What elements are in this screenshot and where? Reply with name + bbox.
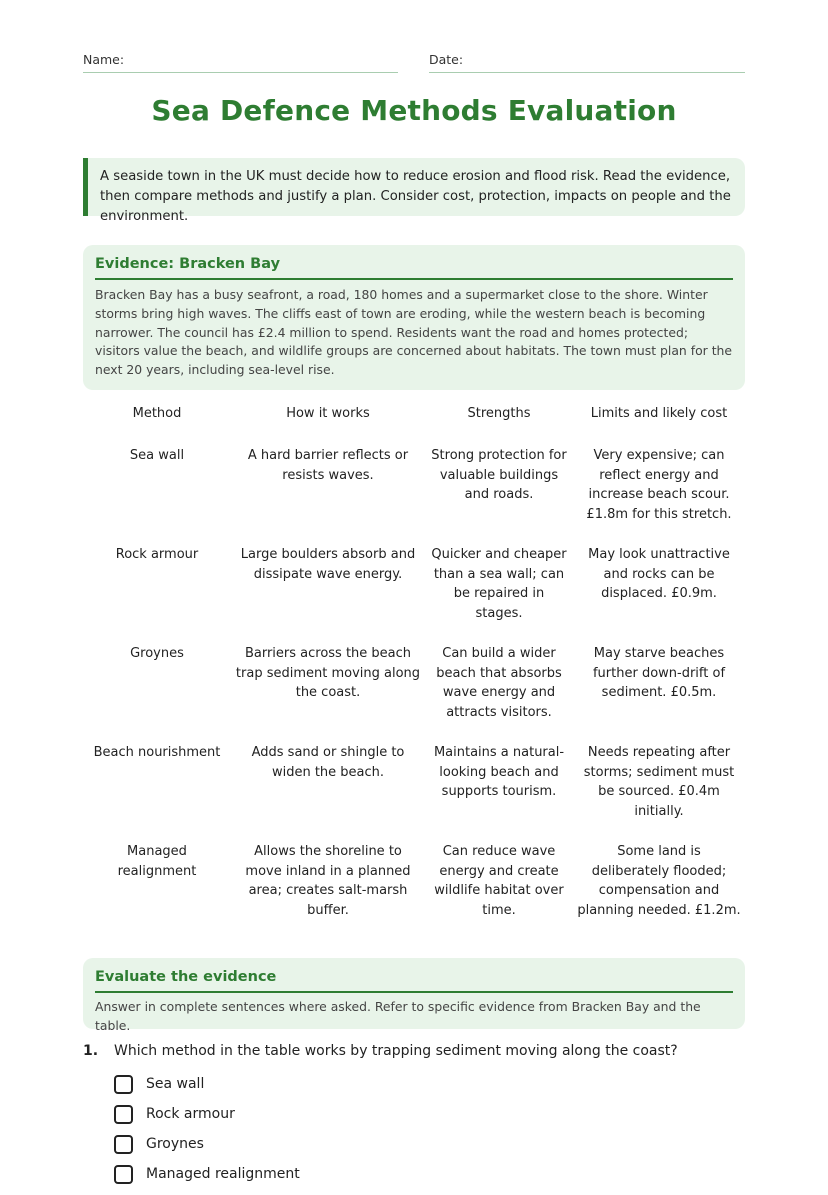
- strengths-cell: Quicker and cheaper than a sea wall; can be repaired in stages.: [431, 547, 567, 621]
- evaluate-heading: Evaluate the evidence: [95, 969, 733, 993]
- limits-cost-cell: Needs repeating after storms; sediment must be sourced. £0.4m initially.: [583, 745, 735, 819]
- table-row: [83, 636, 745, 735]
- checkbox[interactable]: [114, 1165, 133, 1184]
- methods-table: [83, 402, 745, 933]
- how-it-works-cell: Large boulders absorb and dissipate wave energy.: [240, 547, 416, 582]
- how-it-works-cell: Adds sand or shingle to widen the beach.: [251, 745, 405, 780]
- evidence-heading: Evidence: Bracken Bay: [95, 256, 733, 280]
- evaluate-panel: [83, 958, 745, 1033]
- evidence-text: Bracken Bay has a busy seafront, a road, 180 homes and a supermarket close to the shore. Winter storms bring high waves. The cliffs east of town are eroding, while the western beach is becoming narrower. The council has £2.4 million to spend. Residents want the road and homes protected; visitors value the beach, and wildlife groups are concerned about habitats. The town must plan for the next 20 years, including sea-level rise.: [95, 287, 733, 378]
- method-cell: Sea wall: [129, 448, 185, 463]
- method-cell: Rock armour: [115, 547, 199, 562]
- strengths-cell: Maintains a natural-looking beach and supports tourism.: [433, 745, 565, 799]
- option-label: Rock armour: [146, 1106, 235, 1122]
- evidence-panel: [83, 245, 745, 390]
- column-header-method: Method: [132, 406, 182, 421]
- table-row: [83, 537, 745, 636]
- method-cell: Groynes: [130, 646, 184, 661]
- option-label: Groynes: [146, 1136, 204, 1152]
- table-row: [83, 438, 745, 537]
- date-field[interactable]: [429, 52, 745, 73]
- limits-cost-cell: May look unattractive and rocks can be displaced. £0.9m.: [588, 547, 730, 601]
- table-row: [83, 735, 745, 834]
- column-header-strengths: Strengths: [467, 406, 531, 421]
- date-label: Date:: [429, 52, 464, 67]
- header-fields: [83, 52, 745, 74]
- option-label: Managed realignment: [146, 1166, 300, 1182]
- name-label: Name:: [83, 52, 125, 67]
- question-number: 1.: [83, 1043, 99, 1059]
- intro-callout: A seaside town in the UK must decide how to reduce erosion and flood risk. Read the evidence, then compare methods and justify a plan. Consider cost, protection, impacts on people and the environment.: [83, 158, 745, 216]
- table-header-row: [83, 402, 745, 438]
- how-it-works-cell: A hard barrier reflects or resists waves.: [247, 448, 409, 483]
- column-header-how-it-works: How it works: [286, 406, 370, 421]
- how-it-works-cell: Barriers across the beach trap sediment moving along the coast.: [235, 646, 421, 700]
- method-cell: Beach nourishment: [93, 745, 221, 760]
- page-title: Sea Defence Methods Evaluation: [151, 94, 677, 127]
- checkbox[interactable]: [114, 1075, 133, 1094]
- evaluate-instructions: Answer in complete sentences where asked. Refer to specific evidence from Bracken Bay and the table.: [95, 999, 701, 1033]
- limits-cost-cell: Some land is deliberately flooded; compensation and planning needed. £1.2m.: [577, 844, 741, 918]
- strengths-cell: Can build a wider beach that absorbs wave energy and attracts visitors.: [436, 646, 562, 720]
- column-header-limits-cost: Limits and likely cost: [590, 406, 728, 421]
- name-field[interactable]: [83, 52, 398, 73]
- strengths-cell: Strong protection for valuable buildings and roads.: [431, 448, 567, 502]
- table-row: [83, 834, 745, 933]
- checkbox[interactable]: [114, 1135, 133, 1154]
- limits-cost-cell: May starve beaches further down-drift of sediment. £0.5m.: [592, 646, 726, 700]
- limits-cost-cell: Very expensive; can reflect energy and increase beach scour. £1.8m for this stretch.: [586, 448, 732, 522]
- question-text: Which method in the table works by trapping sediment moving along the coast?: [114, 1043, 678, 1059]
- option-label: Sea wall: [146, 1076, 205, 1092]
- checkbox[interactable]: [114, 1105, 133, 1124]
- strengths-cell: Can reduce wave energy and create wildlife habitat over time.: [434, 844, 564, 918]
- method-cell: Managed realignment: [117, 844, 197, 879]
- how-it-works-cell: Allows the shoreline to move inland in a planned area; creates salt-marsh buffer.: [245, 844, 411, 918]
